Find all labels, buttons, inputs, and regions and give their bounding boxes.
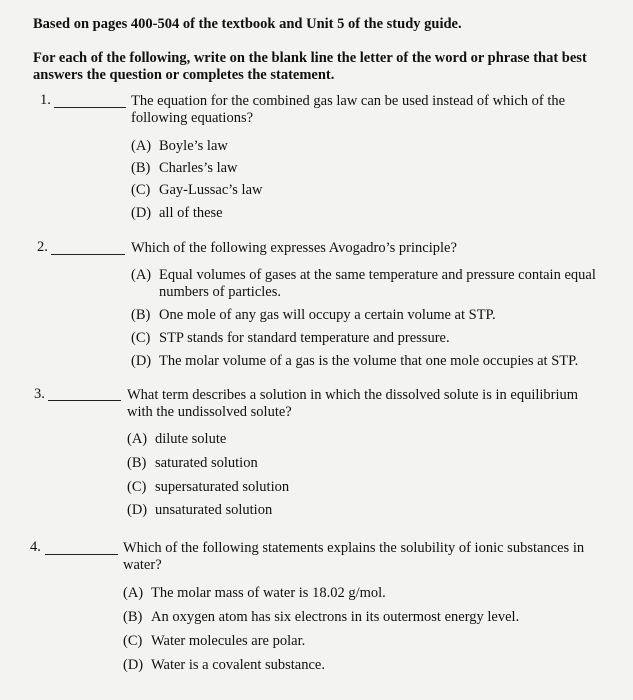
option-b xyxy=(127,455,595,472)
option-letter: (D) xyxy=(131,353,152,369)
answer-blank[interactable] xyxy=(45,554,118,555)
option-a xyxy=(127,431,595,448)
option-b xyxy=(131,307,599,324)
option-text: Equal volumes of gases at the same temperature and pressure contain equal numbers of particles. xyxy=(159,267,596,300)
option-letter: (A) xyxy=(123,585,144,601)
option-b xyxy=(123,609,591,626)
option-text: saturated solution xyxy=(155,455,258,471)
question-text: Which of the following statements explains the solubility of ionic substances in water? xyxy=(123,540,585,573)
option-text: The molar mass of water is 18.02 g/mol. xyxy=(151,585,386,601)
question-text: What term describes a solution in which the dissolved solute is in equilibrium with the undissolved solute? xyxy=(127,387,579,420)
instructions-heading: Based on pages 400-504 of the textbook and Unit 5 of the study guide. xyxy=(33,16,462,32)
option-d xyxy=(131,205,599,222)
option-letter: (B) xyxy=(131,160,151,176)
answer-blank[interactable] xyxy=(54,107,126,108)
option-d xyxy=(127,502,595,519)
question-text: Which of the following expresses Avogadro’s principle? xyxy=(131,240,457,256)
option-text: The molar volume of a gas is the volume that one mole occupies at STP. xyxy=(159,353,579,369)
option-text: Water is a covalent substance. xyxy=(151,657,325,673)
option-letter: (C) xyxy=(123,633,143,649)
option-letter: (D) xyxy=(123,657,144,673)
option-b xyxy=(131,160,599,177)
option-letter: (B) xyxy=(123,609,143,625)
option-letter: (D) xyxy=(127,502,148,518)
option-a xyxy=(131,267,599,301)
option-text: STP stands for standard temperature and pressure. xyxy=(159,330,450,346)
option-letter: (C) xyxy=(131,330,151,346)
answer-blank[interactable] xyxy=(51,254,125,255)
option-letter: (D) xyxy=(131,205,152,221)
option-text: An oxygen atom has six electrons in its outermost energy level. xyxy=(151,609,520,625)
option-letter: (C) xyxy=(131,182,151,198)
option-letter: (B) xyxy=(127,455,147,471)
option-c xyxy=(123,633,591,650)
answer-blank[interactable] xyxy=(48,400,121,401)
instructions-text: For each of the following, write on the blank line the letter of the word or phrase that best answers the question or completes the statement. xyxy=(33,50,587,83)
option-d xyxy=(123,657,591,674)
question-number: 3. xyxy=(34,386,45,402)
option-letter: (A) xyxy=(127,431,148,447)
option-text: unsaturated solution xyxy=(155,502,273,518)
option-letter: (C) xyxy=(127,479,147,495)
option-letter: (A) xyxy=(131,138,152,154)
option-letter: (A) xyxy=(131,267,152,283)
option-text: all of these xyxy=(159,205,223,221)
option-text: One mole of any gas will occupy a certain volume at STP. xyxy=(159,307,496,323)
option-text: Charles’s law xyxy=(159,160,238,176)
option-text: Gay-Lussac’s law xyxy=(159,182,263,198)
option-text: Water molecules are polar. xyxy=(151,633,306,649)
option-letter: (B) xyxy=(131,307,151,323)
option-text: dilute solute xyxy=(155,431,227,447)
option-c xyxy=(131,182,599,199)
option-a xyxy=(131,138,599,155)
question-number: 1. xyxy=(40,92,51,108)
question-text: The equation for the combined gas law can be used instead of which of the following equations? xyxy=(131,93,566,126)
option-c xyxy=(127,479,595,496)
option-c xyxy=(131,330,599,347)
option-a xyxy=(123,585,591,602)
option-text: supersaturated solution xyxy=(155,479,290,495)
option-text: Boyle’s law xyxy=(159,138,228,154)
question-number: 4. xyxy=(30,539,41,555)
question-number: 2. xyxy=(37,239,48,255)
option-d xyxy=(131,353,599,370)
